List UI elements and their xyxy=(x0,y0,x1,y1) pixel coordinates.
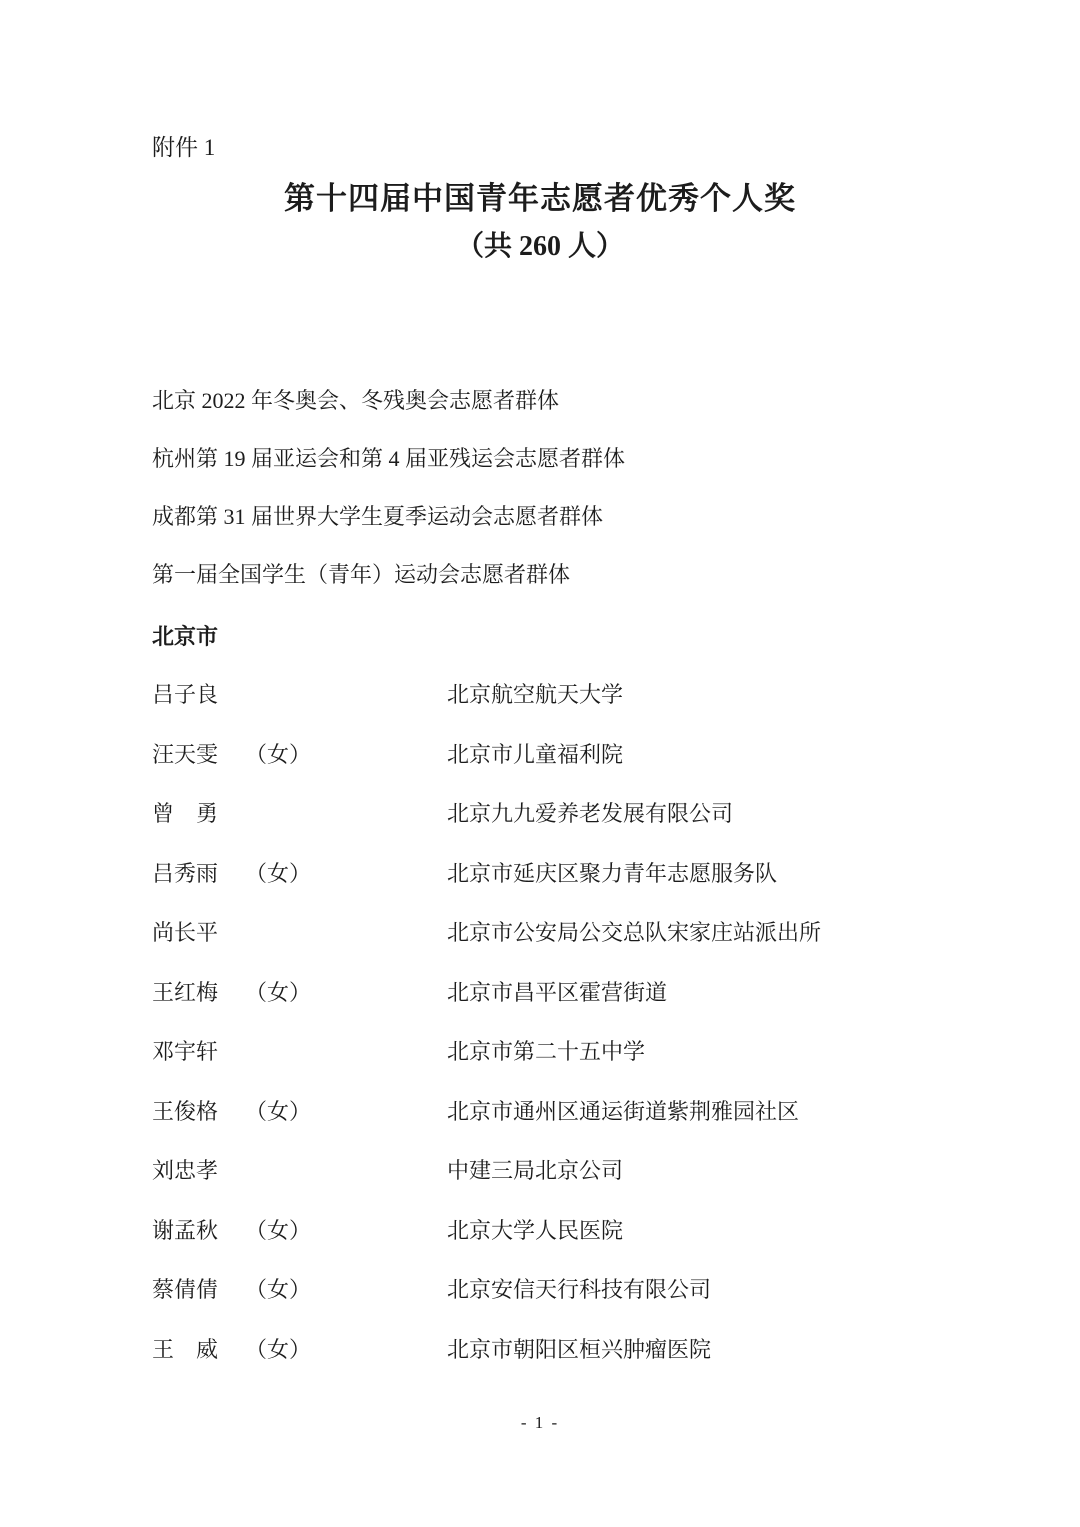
awardee-gender: （女） xyxy=(245,1217,312,1243)
awardee-name: 邓宇轩 xyxy=(152,1039,219,1064)
group-item: 杭州第 19 届亚运会和第 4 届亚残运会志愿者群体 xyxy=(152,446,626,471)
awardee-organization: 北京安信天行科技有限公司 xyxy=(447,1277,712,1302)
awardee-row xyxy=(152,799,1020,859)
awardee-organization: 北京市延庆区聚力青年志愿服务队 xyxy=(447,860,778,886)
awardee-organization: 中建三局北京公司 xyxy=(447,1158,624,1183)
volunteer-group-list xyxy=(152,386,1000,618)
awardee-name: 曾 勇 xyxy=(152,801,219,826)
awardee-gender: （女） xyxy=(245,979,312,1005)
awardee-row xyxy=(152,859,1020,919)
awardee-organization: 北京市昌平区霍营街道 xyxy=(447,979,668,1005)
awardee-name: 谢孟秋 xyxy=(152,1217,219,1243)
awardee-row xyxy=(152,918,1020,978)
awardee-row xyxy=(152,740,1020,800)
awardee-row xyxy=(152,1335,1020,1395)
awardee-row xyxy=(152,1156,1020,1216)
awardee-list xyxy=(152,680,1020,1394)
awardee-gender: （女） xyxy=(245,860,312,886)
awardee-organization: 北京市第二十五中学 xyxy=(447,1039,646,1064)
awardee-organization: 北京航空航天大学 xyxy=(447,682,624,707)
awardee-name: 尚长平 xyxy=(152,920,219,945)
group-item: 北京 2022 年冬奥会、冬残奥会志愿者群体 xyxy=(152,388,560,413)
awardee-name: 吕子良 xyxy=(152,682,219,707)
awardee-name: 王红梅 xyxy=(152,979,219,1005)
awardee-name: 王 威 xyxy=(152,1336,219,1362)
awardee-name: 吕秀雨 xyxy=(152,860,219,886)
group-item: 第一届全国学生（青年）运动会志愿者群体 xyxy=(152,562,571,587)
page-number: - 1 - xyxy=(520,1413,560,1432)
awardee-name: 汪天雯 xyxy=(152,741,219,767)
awardee-row xyxy=(152,1275,1020,1335)
awardee-organization: 北京市通州区通运街道紫荆雅园社区 xyxy=(447,1098,800,1124)
awardee-gender: （女） xyxy=(245,1098,312,1124)
awardee-name: 蔡倩倩 xyxy=(152,1277,219,1302)
page-title: 第十四届中国青年志愿者优秀个人奖 xyxy=(284,181,796,216)
awardee-organization: 北京九九爱养老发展有限公司 xyxy=(447,801,734,826)
awardee-organization: 北京市朝阳区桓兴肿瘤医院 xyxy=(447,1336,712,1362)
awardee-row xyxy=(152,1037,1020,1097)
awardee-gender: （女） xyxy=(245,1277,312,1302)
awardee-name: 王俊格 xyxy=(152,1098,219,1124)
awardee-row xyxy=(152,1097,1020,1157)
awardee-name: 刘忠孝 xyxy=(152,1158,219,1183)
awardee-row xyxy=(152,1216,1020,1276)
awardee-row xyxy=(152,680,1020,740)
awardee-gender: （女） xyxy=(245,741,312,767)
awardee-organization: 北京市儿童福利院 xyxy=(447,741,624,767)
attachment-label: 附件 1 xyxy=(152,135,216,160)
page-subtitle: （共 260 人） xyxy=(455,231,624,262)
region-header-beijing: 北京市 xyxy=(152,624,219,649)
awardee-organization: 北京大学人民医院 xyxy=(447,1217,624,1243)
awardee-organization: 北京市公安局公交总队宋家庄站派出所 xyxy=(447,920,822,945)
group-item: 成都第 31 届世界大学生夏季运动会志愿者群体 xyxy=(152,504,604,529)
awardee-gender: （女） xyxy=(245,1336,312,1362)
awardee-row xyxy=(152,978,1020,1038)
